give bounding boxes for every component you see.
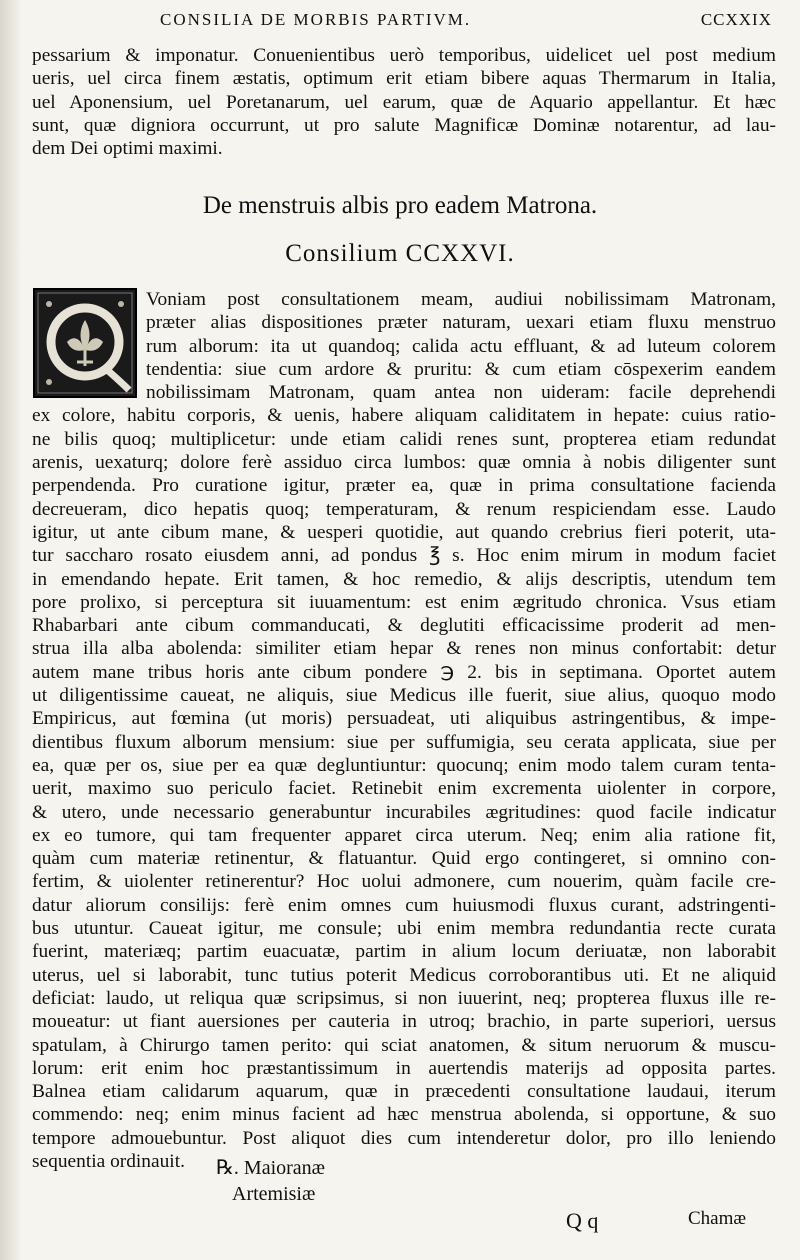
text-line: decreueram, dico hepatis quoq; temperaturam, & renum respiciendam esse. Laudo	[32, 498, 776, 520]
text-line: sequentia ordinauit.	[32, 1150, 185, 1172]
text-line: fertim, & uiolenter retinerentur? Hoc uolui admonere, cum nouerim, quàm facile cre-	[32, 871, 776, 893]
text-line: tendentia: siue cum ardore & pruritu: & cum etiam cōspexerim eandem	[146, 358, 776, 380]
text-line: nobilissimam Matronam, quam antea non uideram: facile deprehendi	[146, 382, 776, 404]
text-line: præter alias dispositiones præter naturam, uexari etiam fluxu menstruo	[146, 312, 776, 334]
text-line: quàm cum materiæ retinentur, & flatuantur. Quid ergo contingeret, si omnino con-	[32, 848, 776, 870]
consilium-body	[32, 288, 776, 1173]
recipe-line: Artemisiæ	[232, 1183, 316, 1205]
text-line: Voniam post consultationem meam, audiui nobilissimam Matronam,	[146, 289, 776, 310]
text-line: ex eo tumore, qui tam frequenter apparet circa uterum. Neq; enim alia ratione fit,	[32, 824, 776, 846]
text-line: ne bilis quoq; multiplicetur: unde etiam calidi renes sunt, propterea etiam redundat	[32, 428, 776, 450]
text-line: uerit, maximo suo periculo faciet. Retinebit enim excrementa uiolenter in corpore,	[32, 778, 776, 800]
text-line: sunt, quæ digniora occurrunt, ut pro salute Magnificæ Dominæ notarentur, ad lau-	[32, 114, 776, 136]
text-line: tempore admouebuntur. Post aliquot dies cum intenderetur dolor, pro illo leniendo	[32, 1127, 776, 1149]
catchword: Chamæ	[688, 1208, 747, 1229]
text-line: ueris, uel circa finem æstatis, optimum erit etiam bibere aquas Thermarum in Italia,	[32, 68, 776, 90]
text-line: igitur, ut ante cibum mane, & uesperi quotidie, aut quando crebrius fieri poterit, uta-	[32, 521, 776, 543]
text-line: ex colore, habitu corporis, & uenis, habere aliquam caliditatem in hepate: cuius ratio-	[32, 405, 776, 427]
text-line: bus utuntur. Caueat igitur, me consule; ubi enim membra redundantia recte curata	[32, 918, 776, 940]
text-line: pessarium & imponatur. Conuenientibus uerò temporibus, uidelicet uel post medium	[32, 45, 776, 66]
text-line: uterus, uel si laborabit, tunc tutius poterit Medicus corroborantibus uti. Et ne aliquid	[32, 964, 776, 986]
gutter-shadow	[0, 0, 22, 1260]
text-line: lorum: erit enim hoc præstantissimum in auertendis materijs ad opposita partes.	[32, 1057, 776, 1079]
text-line: uel Aponensium, uel Poretanarum, uel earum, quæ de Aquario appellantur. Et hæc	[32, 91, 776, 113]
text-line: & utero, unde necessario generabuntur incurabiles ægritudines: quod facile indicatur	[32, 801, 776, 823]
consilium-title: Consilium CCXXVI.	[285, 240, 515, 267]
text-line: fuerint, materiæq; partim euacuatæ, partim in alium locum deriuatæ, non laborabit	[32, 941, 776, 963]
signature-mark: Q q	[566, 1208, 599, 1233]
running-head	[160, 4, 772, 38]
text-line: ut diligentissime caueat, ne aliquis, siue Medicus ille fuerit, siue alius, quoquo modo	[32, 685, 776, 707]
text-line: strua illa alba abolenda: similiter etiam hepar & renes non minus confortabit: detur	[32, 638, 776, 660]
running-head-title: CONSILIA DE MORBIS PARTIVM.	[160, 10, 472, 29]
recipe-line: ℞. Maioranæ	[216, 1157, 326, 1179]
preceding-paragraph	[32, 44, 776, 160]
text-line: Balnea etiam calidarum aquarum, quæ in præcedenti consultatione laudaui, iterum	[32, 1081, 776, 1103]
text-line: autem mane tribus horis ante cibum pondere ℈ 2. bis in septimana. Oportet autem	[32, 661, 776, 683]
section-heading: De menstruis albis pro eadem Matrona.	[202, 192, 598, 219]
text-line: Empiricus, aut fœmina (ut moris) persuadeat, uti aliquibus astringentibus, & impe-	[32, 708, 776, 730]
text-line: dem Dei optimi maximi.	[32, 138, 223, 160]
text-line: commendo: neq; enim minus facient ad hæc menstrua abolenda, si opportune, & suo	[32, 1104, 776, 1126]
text-line: tur saccharo rosato eiusdem anni, ad pondus ℥ s. Hoc enim mirum in modum faciet	[32, 545, 776, 567]
folio-number: CCXXIX	[700, 10, 772, 29]
text-line: moueatur: ut fiant auersiones per cauteria in utroq; brachio, in parte superiori, uersus	[32, 1011, 776, 1033]
text-line: perpendenda. Pro curatione igitur, præter ea, quæ in prima consultatione facienda	[32, 475, 776, 497]
text-line: in emendando hepate. Erit tamen, & hoc remedio, & alijs descriptis, utendum tem	[32, 568, 776, 590]
text-line: Rhabarbari ante cibum commanducati, & deglutiti efficacissime proderit ad men-	[32, 615, 776, 637]
text-line: pore prolixo, si perceptura sit iuuamentum: est enim ægritudo chronica. Vsus etiam	[32, 591, 776, 613]
text-line: deficiat: laudo, ut reliqua quæ scripsimus, si non iuuerint, neq; propterea fluxus ille re-	[32, 987, 776, 1009]
text-line: dientibus fluxum alborum mensium: siue per suffumigia, seu cerata applicata, siue per	[32, 731, 776, 753]
text-line: arenis, uexaturq; dolore ferè assiduo circa lumbos: quæ omnia à nobis diligenter sunt	[32, 452, 776, 474]
text-line: rum alborum: ita ut quandoq; calida actu effluant, & ad luteum colorem	[146, 335, 776, 357]
text-line: datur aliorum consilijs: ferè enim omnes cum huiusmodi fluxus curant, adstringenti-	[32, 894, 776, 916]
text-line: ea, quæ per os, siue per ea quæ degluntiuntur: quocunq; enim modo talem curam tenta-	[32, 754, 776, 776]
text-line: spatulam, à Chirurgo tamen perito: qui sciat anatomen, & situm neruorum & muscu-	[32, 1034, 776, 1056]
